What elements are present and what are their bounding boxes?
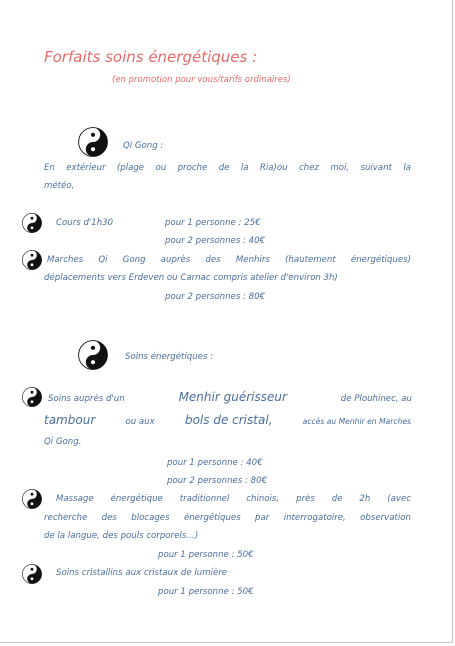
soin-2-line-1: Massage énergétique traditionnel chinois, près de 2h (avec — [56, 494, 411, 504]
soin-1-text-c: de Plouhinec, au — [340, 394, 412, 404]
page-subtitle: (en promotion pour vous/tarifs ordinaires) — [112, 75, 291, 85]
soin-1-line-3: Qi Gong. — [44, 437, 82, 447]
yin-yang-icon — [78, 127, 108, 157]
yin-yang-icon — [22, 564, 42, 584]
soin-2-line-3: de la langue, des pouls corporels…) — [44, 531, 199, 541]
yin-yang-icon — [22, 489, 42, 509]
marches-line-1: Marches Qi Gong auprès des Menhirs (hautement énergétiques) — [47, 255, 411, 265]
cours-price-1: pour 1 personne : 25€ — [165, 218, 261, 228]
marches-price: pour 2 personnes : 80€ — [165, 292, 266, 302]
yin-yang-icon — [22, 387, 42, 407]
soin-1-price-2: pour 2 personnes : 80€ — [167, 476, 268, 486]
qigong-intro-line-2: météo, — [44, 181, 75, 191]
qigong-heading: Qi Gong : — [123, 141, 164, 151]
yin-yang-icon — [22, 250, 42, 270]
soin-1-text-e: ou aux — [125, 417, 155, 427]
soin-1-line-2 — [44, 413, 411, 427]
marches-line-2: déplacements vers Erdeven ou Carnac compris atelier d'environ 3h) — [44, 273, 338, 283]
soin-3-line-1: Soins cristallins aux cristaux de lumière — [56, 568, 228, 578]
soin-2-price: pour 1 personne : 50€ — [158, 550, 254, 560]
yin-yang-icon — [22, 213, 42, 233]
soin-1-text-menhir: Menhir guérisseur — [178, 390, 287, 404]
cours-price-2: pour 2 personnes : 40€ — [165, 236, 266, 246]
soin-1-text-a: Soins auprès d'un — [48, 394, 125, 404]
page-title: Forfaits soins énergétiques : — [44, 48, 258, 66]
qigong-intro-line-1: En extérieur (plage ou proche de la Ria)ou chez moi, suivant la — [44, 163, 411, 173]
soins-heading: Soins énergétiques : — [125, 352, 214, 362]
yin-yang-icon — [78, 340, 108, 370]
soin-1-price-1: pour 1 personne : 40€ — [167, 458, 263, 468]
soin-1-text-tambour: tambour — [44, 413, 96, 427]
soin-2-line-2: recherche des blocages énergétiques par interrogatoire, observation — [44, 513, 411, 523]
soin-1-text-g: accès au Menhir en Marches — [302, 417, 411, 426]
soin-1-line-1 — [48, 390, 412, 404]
cours-label: Cours d'1h30 — [56, 218, 114, 228]
soin-3-price: pour 1 personne : 50€ — [158, 587, 254, 597]
soin-1-text-bols: bols de cristal, — [184, 413, 273, 427]
